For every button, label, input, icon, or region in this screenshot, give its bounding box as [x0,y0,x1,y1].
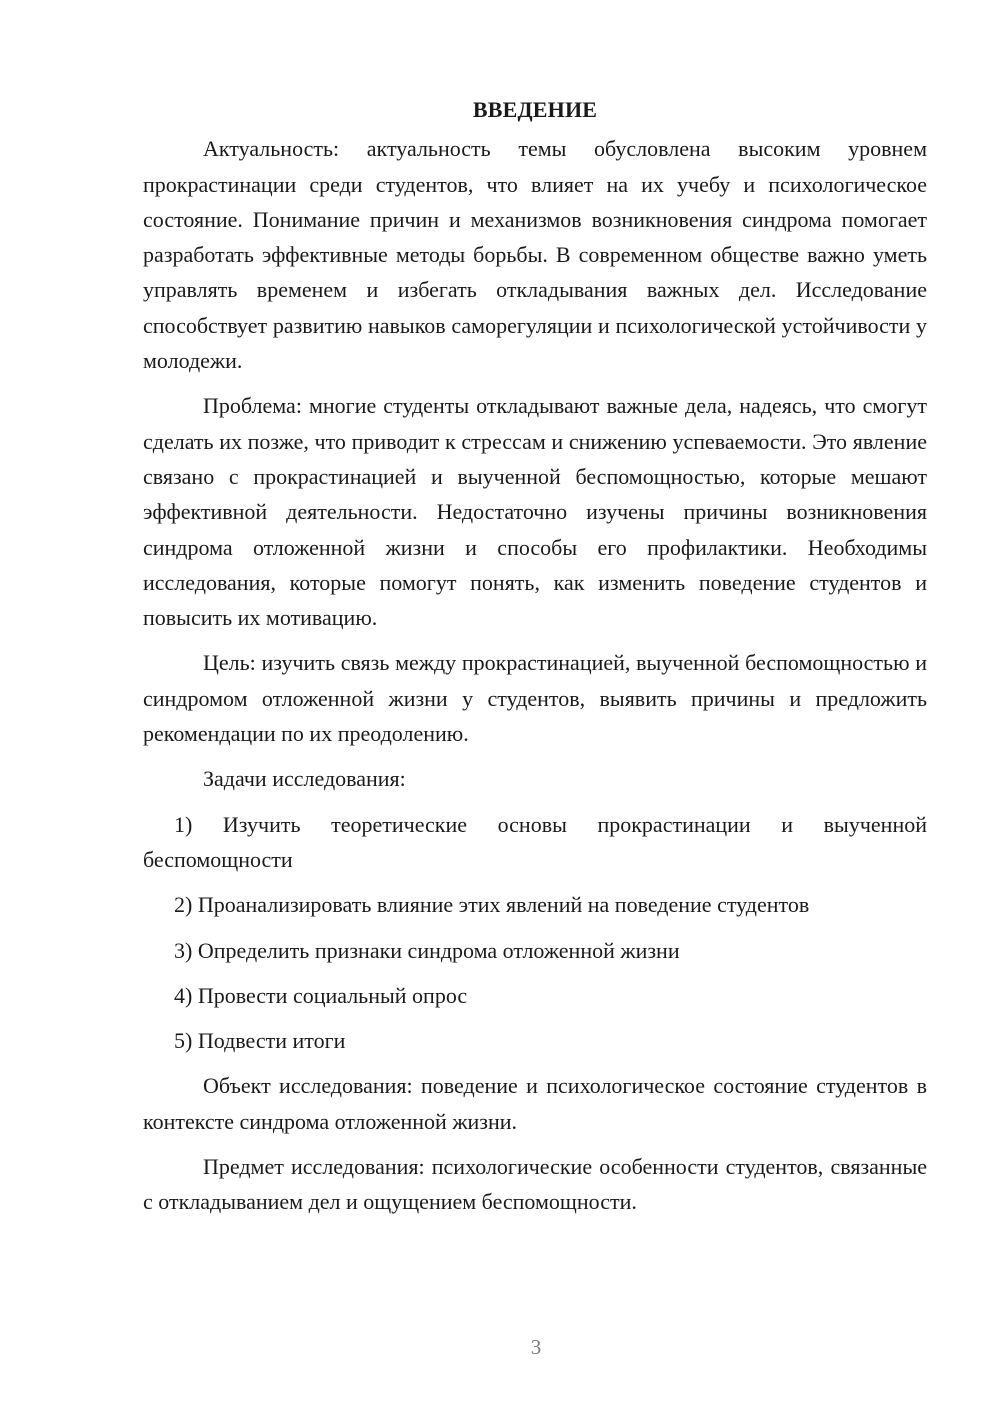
list-item: 3) Определить признаки синдрома отложенной жизни [174,937,680,963]
page-number: 3 [530,1335,542,1359]
list-item: 2) Проанализировать влияние этих явлений на поведение студентов [174,892,810,918]
list-item: 1) Изучить теоретические основы прокрастинации и выученной беспомощности [143,811,927,872]
page-body [143,92,927,1220]
tasks-list [143,807,927,1059]
goal-paragraph: Цель: изучить связь между прокрастинацией, выученной беспомощностью и синдромом отложенной жизни у студентов, выявить причины и предложить рекомендации по их преодолению. [143,650,927,747]
list-item: 5) Подвести итоги [174,1028,346,1054]
tasks-heading: Задачи исследования: [203,766,406,792]
section-title: ВВЕДЕНИЕ [472,97,598,122]
subject-paragraph: Предмет исследования: психологические особенности студентов, связанные с откладыванием дел и ощущением беспомощности. [143,1154,927,1215]
object-paragraph: Объект исследования: поведение и психологическое состояние студентов в контексте синдрома отложенной жизни. [143,1073,927,1134]
relevance-paragraph: Актуальность: актуальность темы обусловлена высоким уровнем прокрастинации среди студентов, что влияет на их учебу и психологическое состояние. Понимание причин и механизмов возникновения синдрома помогает разработать эффективные методы борьбы. В современном обществе важно уметь управлять временем и избегать откладывания важных дел. Исследование способствует развитию навыков саморегуляции и психологической устойчивости у молодежи. [143,136,927,374]
problem-paragraph: Проблема: многие студенты откладывают важные дела, надеясь, что смогут сделать их позже, что приводит к стрессам и снижению успеваемости. Это явление связано с прокрастинацией и выученной беспомощностью, которые мешают эффективной деятельности. Недостаточно изучены причины возникновения синдрома отложенной жизни и способы его профилактики. Необходимы исследования, которые помогут понять, как изменить поведение студентов и повысить их мотивацию. [143,393,927,631]
list-item: 4) Провести социальный опрос [174,982,468,1008]
